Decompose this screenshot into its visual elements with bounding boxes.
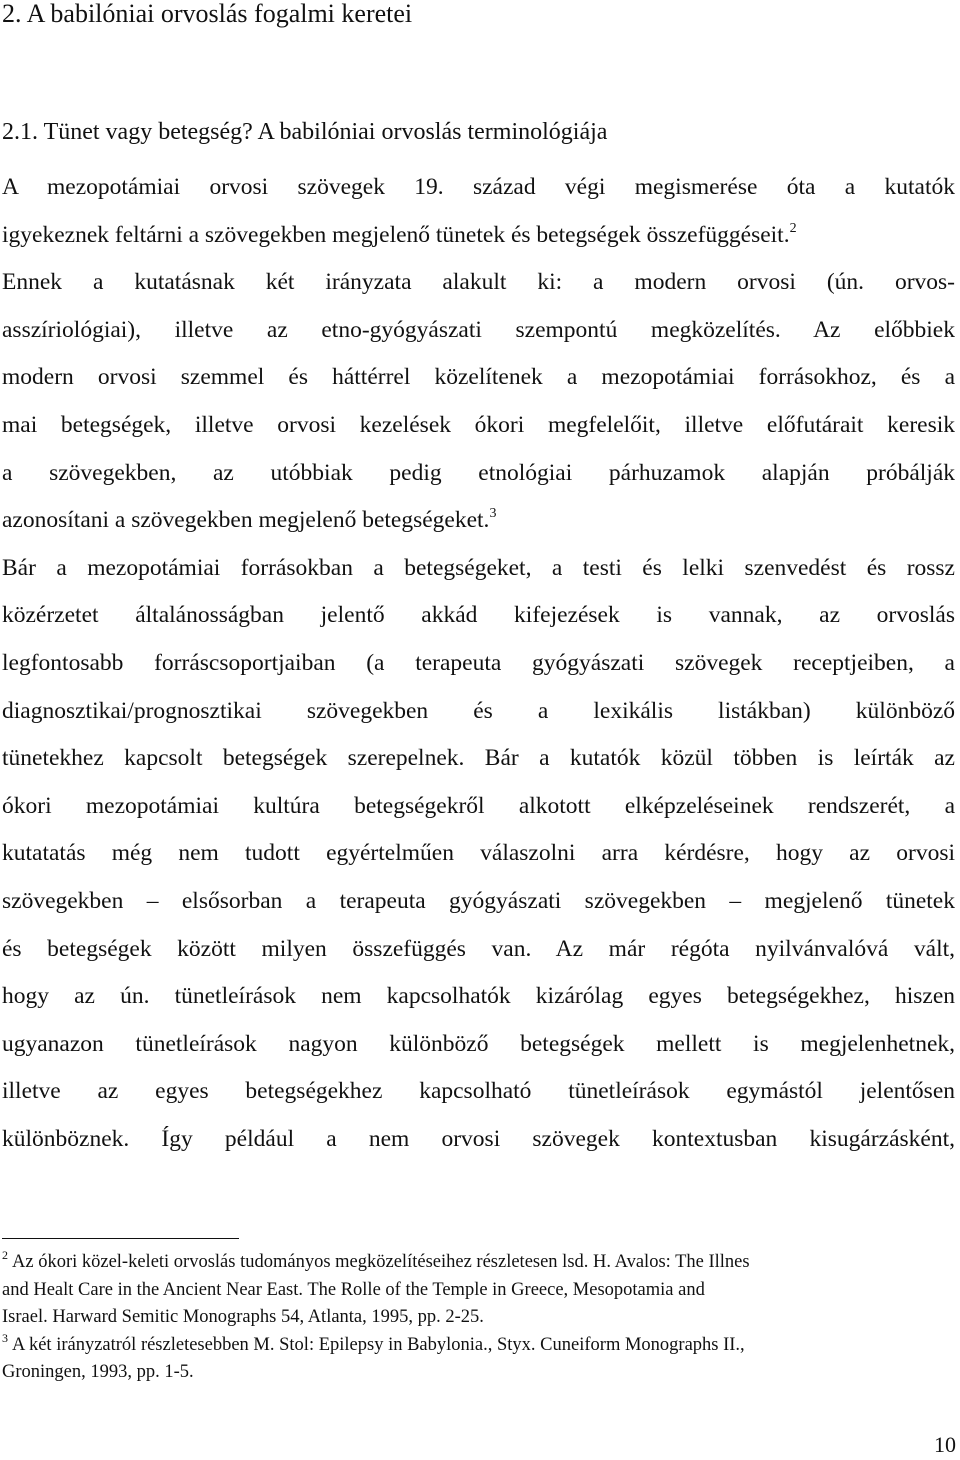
chapter-heading: 2. A babilóniai orvoslás fogalmi keretei (2, 0, 413, 28)
body-line: asszíriológiai), illetve az etno-gyógyászati szempontú megközelítés. Az előbbiek (2, 316, 955, 343)
body-line: a szövegekben, az utóbbiak pedig etnológiai párhuzamok alapján próbálják (2, 459, 955, 486)
body-line: illetve az egyes betegségekhez kapcsolható tünetleírások egymástól jelentősen (2, 1078, 955, 1105)
footnote-2-line: and Healt Care in the Ancient Near East. The Rolle of the Temple in Greece, Mesopotamia and (2, 1279, 705, 1300)
body-line: Bár a mezopotámiai forrásokban a betegségeket, a testi és lelki szenvedést és rossz (2, 554, 955, 581)
section-heading: 2.1. Tünet vagy betegség? A babilóniai orvoslás terminológiája (2, 119, 608, 145)
body-line: modern orvosi szemmel és háttérrel közelítenek a mezopotámiai forrásokhoz, és a (2, 364, 955, 391)
body-line: Ennek a kutatásnak két irányzata alakult ki: a modern orvosi (ún. orvos- (2, 269, 955, 296)
body-line: kutatatás még nem tudott egyértelműen válaszolni arra kérdésre, hogy az orvosi (2, 840, 955, 867)
body-line: közérzetet általánosságban jelentő akkád kifejezések is vannak, az orvoslás (2, 602, 955, 629)
footnotes (2, 1249, 952, 1387)
footnote-number: 2 (2, 1248, 8, 1262)
footnote-2-line: Israel. Harward Semitic Monographs 54, Atlanta, 1995, pp. 2-25. (2, 1307, 484, 1327)
footnote-ref-3[interactable]: 3 (489, 506, 497, 522)
page-number: 10 (934, 1432, 956, 1457)
body-line: különböznek. Így például a nem orvosi szövegek kontextusban kisugárzásként, (2, 1125, 955, 1152)
body-line: ókori mezopotámiai kultúra betegségekről alkotott elképzeléseinek rendszerét, a (2, 792, 955, 819)
footnote-3-line: Groningen, 1993, pp. 1-5. (2, 1362, 194, 1382)
body-line: diagnosztikai/prognosztikai szövegekben és a lexikális listákban) különböző (2, 697, 955, 724)
body-line: legfontosabb forráscsoportjaiban (a terapeuta gyógyászati szövegek receptjeiben, a (2, 649, 955, 676)
body-line: igyekeznek feltárni a szövegekben megjelenő tünetek és betegségek összefüggéseit.$^2$ (2, 220, 797, 248)
footnote-3-line: $^3$ A két irányzatról részletesebben M. Stol: Epilepsy in Babylonia., Styx. Cuneiform Monographs II., (2, 1330, 745, 1355)
body-line: ugyanazon tünetleírások nagyon különböző betegségek mellett is megjelenhetnek, (2, 1030, 955, 1057)
body-line: azonosítani a szövegekben megjelenő betegségeket.$^3$ (2, 506, 497, 534)
body-text (2, 164, 955, 1163)
footnote-number: 3 (2, 1330, 8, 1345)
body-line: A mezopotámiai orvosi szövegek 19. század végi megismerése óta a kutatók (2, 174, 955, 200)
body-line: hogy az ún. tünetleírások nem kapcsolhatók kizárólag egyes betegségekhez, hiszen (2, 983, 955, 1010)
footnote-ref-2[interactable]: 2 (789, 220, 797, 236)
footnote-separator (2, 1238, 239, 1239)
footnote-2-line: $^2$ Az ókori közel-keleti orvoslás tudományos megközelítéseihez részletesen lsd. H. Avalos: The Illnes (2, 1248, 750, 1272)
body-line: és betegségek között milyen összefüggés van. Az már régóta nyilvánvalóvá vált, (2, 935, 955, 962)
body-line: szövegekben – elsősorban a terapeuta gyógyászati szövegekben – megjelenő tünetek (2, 887, 955, 914)
body-line: mai betegségek, illetve orvosi kezelések ókori megfelelőit, illetve előfutárait keresik (2, 411, 955, 438)
body-line: tünetekhez kapcsolt betegségek szerepelnek. Bár a kutatók közül többen is leírták az (2, 745, 955, 772)
